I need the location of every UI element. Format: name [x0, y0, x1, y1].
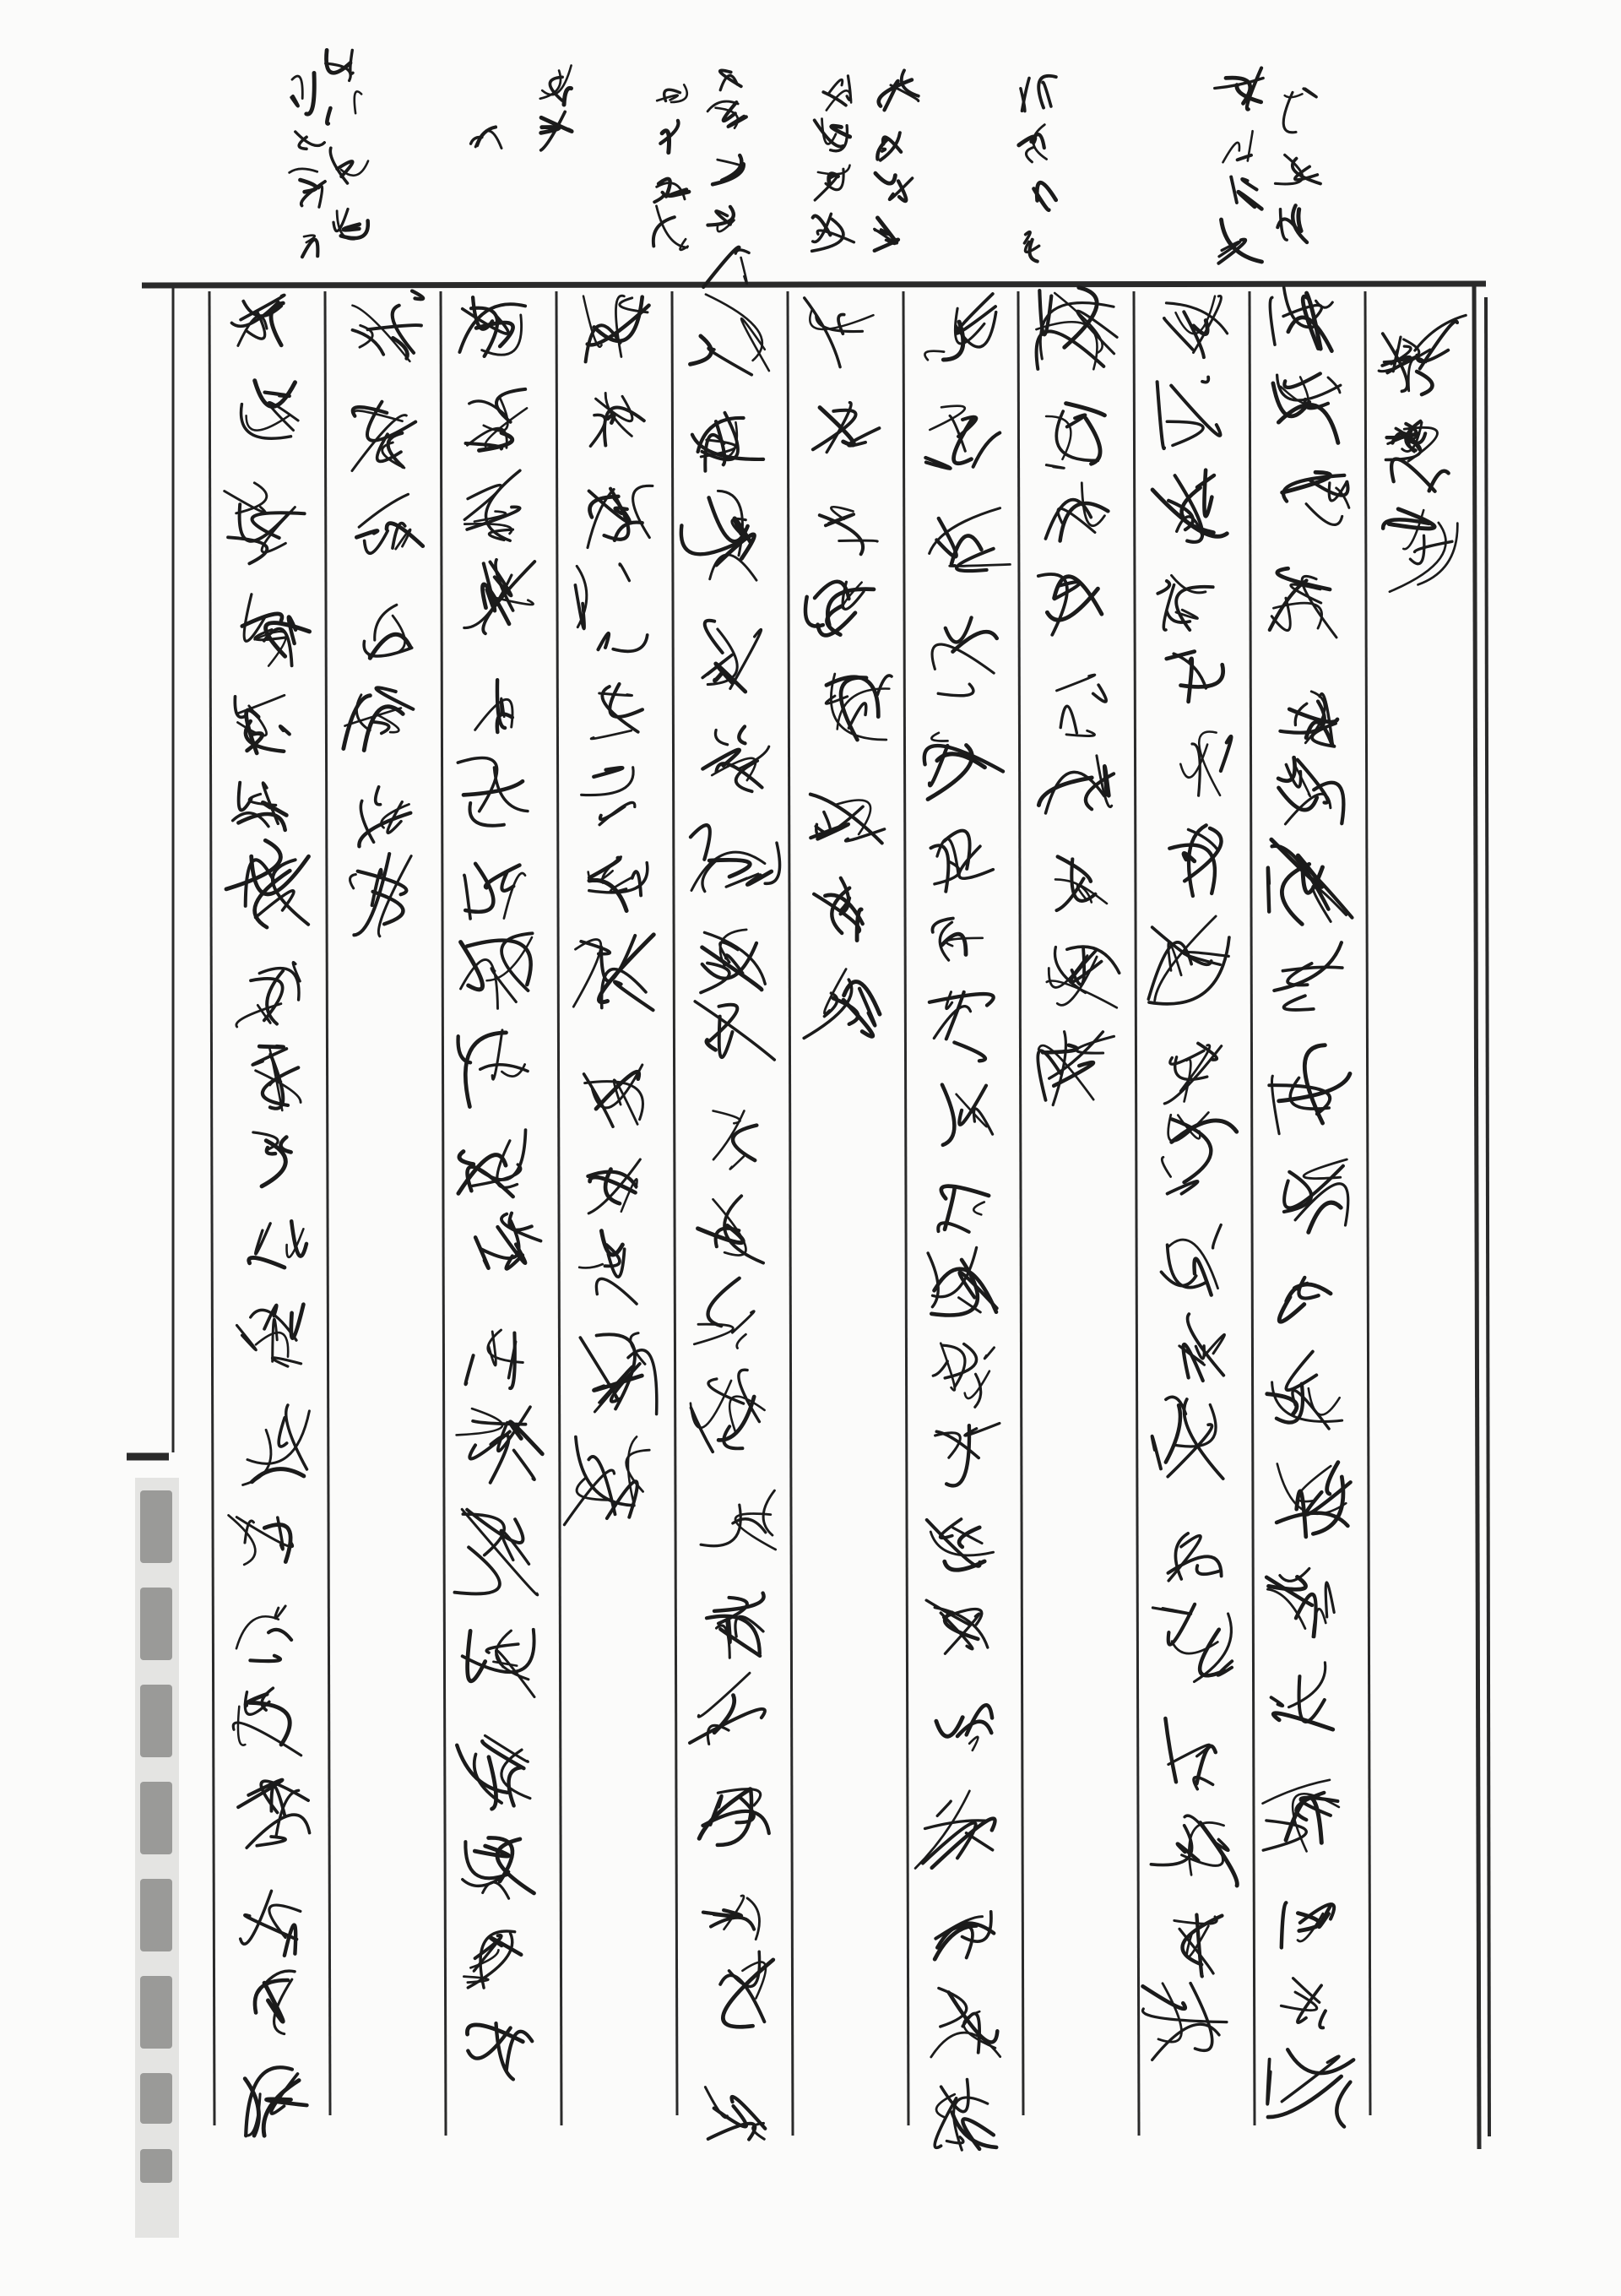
handwriting-stroke — [932, 644, 994, 673]
handwriting-stroke — [264, 1525, 290, 1562]
handwriting-stroke — [259, 1046, 283, 1047]
handwriting-stroke — [937, 1801, 951, 1816]
handwriting-stroke — [1390, 523, 1446, 592]
handwriting-stroke — [1217, 1661, 1232, 1675]
handwriting-stroke — [698, 1673, 750, 1717]
handwriting-stroke — [272, 1358, 301, 1366]
handwriting-stroke — [1199, 732, 1220, 795]
handwriting-stroke — [924, 746, 1003, 771]
handwriting-stroke — [805, 597, 823, 627]
handwriting-stroke — [1104, 766, 1109, 795]
handwriting-stroke — [732, 1311, 754, 1333]
handwriting-stroke — [959, 846, 993, 878]
column-rule — [788, 291, 793, 2136]
handwriting-stroke — [1268, 868, 1269, 912]
handwriting-stroke — [1197, 1566, 1221, 1574]
handwriting-stroke — [1157, 382, 1164, 448]
handwriting-stroke — [718, 160, 743, 167]
handwriting — [225, 50, 1466, 2150]
handwriting-stroke — [615, 982, 653, 1011]
handwriting-stroke — [1429, 471, 1449, 491]
handwriting-stroke — [805, 298, 840, 367]
column-rule — [209, 291, 214, 2125]
handwriting-stroke — [703, 247, 739, 287]
handwriting-stroke — [973, 433, 1000, 467]
handwriting-stroke — [605, 393, 632, 436]
handwriting-stroke — [930, 746, 947, 785]
handwriting-stroke — [741, 258, 747, 284]
handwriting-stroke — [265, 393, 290, 396]
handwriting-stroke — [1066, 730, 1094, 735]
handwriting-stroke — [596, 1278, 637, 1304]
handwriting-stroke — [273, 1319, 278, 1361]
handwriting-stroke — [388, 433, 404, 467]
handwriting-stroke — [670, 190, 690, 196]
handwriting-stroke — [941, 1186, 989, 1199]
handwriting-stroke — [653, 217, 675, 246]
handwriting-stroke — [225, 491, 266, 513]
handwriting-stroke — [942, 934, 967, 954]
handwriting-stroke — [680, 239, 688, 250]
handwriting-stroke — [813, 214, 832, 242]
handwriting-stroke — [1057, 878, 1084, 910]
handwriting-stroke — [237, 1326, 257, 1350]
handwriting-stroke — [250, 1656, 280, 1661]
handwriting-stroke — [925, 458, 950, 469]
handwriting-stroke — [1270, 297, 1275, 345]
handwriting-stroke — [1093, 685, 1107, 702]
handwriting-stroke — [564, 88, 572, 105]
handwriting-stroke — [1288, 2049, 1353, 2073]
handwriting-stroke — [1086, 418, 1100, 464]
handwriting-stroke — [610, 684, 642, 717]
handwriting-stroke — [945, 1561, 984, 1570]
handwriting-stroke — [1273, 1713, 1332, 1729]
handwriting-stroke — [1202, 377, 1208, 383]
handwriting-stroke — [541, 127, 559, 133]
handwriting-stroke — [848, 703, 865, 728]
handwriting-stroke — [469, 803, 503, 826]
handwriting-stroke — [710, 1005, 738, 1041]
handwriting-stroke — [946, 992, 952, 1009]
handwriting-stroke — [1415, 315, 1466, 350]
handwriting-stroke — [984, 1348, 994, 1359]
handwriting-stroke — [468, 1631, 485, 1680]
handwriting-stroke — [1268, 2076, 1342, 2117]
column-rule — [1134, 291, 1139, 2136]
handwriting-stroke — [367, 402, 415, 441]
handwriting-stroke — [306, 73, 314, 114]
handwriting-stroke — [458, 757, 496, 811]
handwriting-stroke — [271, 2074, 297, 2114]
handwriting-stroke — [1213, 1225, 1222, 1248]
handwriting-stroke — [715, 674, 722, 681]
handwriting-stroke — [694, 1324, 733, 1344]
handwriting-stroke — [1058, 857, 1091, 882]
handwriting-stroke — [710, 555, 756, 580]
column-rule — [1250, 291, 1255, 2125]
handwriting-stroke — [691, 1408, 713, 1452]
handwriting-stroke — [1171, 386, 1220, 436]
handwriting-stroke — [1152, 1436, 1161, 1469]
handwriting-stroke — [249, 1702, 290, 1745]
handwriting-stroke — [504, 873, 525, 919]
handwriting-stroke — [238, 1707, 245, 1745]
handwriting-stroke — [477, 128, 496, 146]
handwriting-stroke — [739, 726, 745, 743]
handwriting-stroke — [302, 240, 317, 258]
handwriting-stroke — [299, 137, 306, 149]
handwriting-stroke — [804, 980, 851, 1038]
handwriting-stroke — [924, 351, 944, 361]
handwriting-stroke — [657, 95, 678, 101]
handwriting-stroke — [249, 1257, 285, 1267]
handwriting-stroke — [763, 1490, 774, 1535]
handwriting-stroke — [714, 1593, 764, 1611]
handwriting-stroke — [1167, 421, 1203, 445]
handwriting-stroke — [579, 1264, 603, 1267]
handwriting-stroke — [355, 91, 361, 113]
handwriting-stroke — [1149, 937, 1229, 1004]
handwriting-stroke — [368, 325, 421, 329]
handwriting-stroke — [501, 1214, 541, 1241]
handwriting-stroke — [486, 1644, 518, 1653]
handwriting-stroke — [715, 730, 727, 745]
handwriting-stroke — [481, 1221, 518, 1258]
handwriting-stroke — [599, 633, 610, 649]
handwriting-stroke — [583, 296, 602, 347]
handwriting-stroke — [496, 389, 525, 422]
handwriting-stroke — [1284, 996, 1314, 1010]
handwriting-stroke — [713, 1111, 740, 1124]
handwriting-stroke — [735, 250, 749, 253]
handwriting-stroke — [730, 1156, 744, 1169]
handwriting-stroke — [509, 1767, 522, 1805]
handwriting-stroke — [1417, 372, 1432, 394]
handwriting-stroke — [344, 225, 360, 231]
handwriting-stroke — [1037, 331, 1104, 368]
column-rule — [1018, 291, 1023, 2115]
handwriting-stroke — [691, 825, 710, 860]
handwriting-stroke — [1282, 2056, 1339, 2102]
handwriting-stroke — [285, 1925, 295, 1956]
handwriting-stroke — [620, 564, 629, 581]
handwriting-stroke — [301, 180, 317, 192]
handwriting-stroke — [356, 530, 377, 537]
handwriting-stroke — [497, 1839, 534, 1893]
handwriting-stroke — [826, 696, 847, 703]
handwriting-stroke — [1282, 967, 1342, 970]
handwriting-stroke — [1060, 706, 1076, 733]
handwriting-stroke — [229, 1515, 256, 1565]
handwriting-stroke — [632, 871, 641, 895]
column-rule — [556, 291, 561, 2125]
handwriting-stroke — [1190, 1984, 1212, 2051]
handwriting-stroke — [412, 291, 423, 300]
handwriting-stroke — [701, 1505, 740, 1546]
handwriting-stroke — [931, 2033, 1000, 2057]
handwriting-stroke — [514, 1451, 534, 1480]
handwriting-stroke — [464, 1977, 488, 1983]
handwriting-stroke — [373, 722, 389, 734]
handwriting-stroke — [654, 193, 664, 202]
handwriting-stroke — [350, 875, 355, 888]
handwriting-stroke — [268, 1630, 291, 1640]
handwriting-stroke — [274, 1979, 292, 2034]
handwriting-stroke — [1238, 155, 1251, 160]
handwriting-stroke — [594, 768, 622, 777]
handwriting-stroke — [599, 802, 635, 824]
handwriting-stroke — [765, 843, 779, 883]
handwriting-stroke — [1289, 1663, 1326, 1707]
handwriting-stroke — [318, 186, 322, 207]
handwriting-stroke — [573, 939, 600, 1007]
handwriting-stroke — [327, 108, 330, 123]
handwriting-stroke — [946, 2137, 963, 2143]
handwriting-stroke — [290, 169, 317, 172]
handwriting-stroke — [491, 562, 512, 596]
handwriting-stroke — [613, 635, 648, 651]
handwriting-stroke — [465, 1355, 473, 1384]
handwriting-stroke — [942, 1085, 954, 1145]
handwriting-stroke — [1239, 192, 1262, 209]
handwriting-stroke — [1306, 504, 1342, 525]
handwriting-stroke — [489, 1757, 496, 1810]
handwriting-stroke — [1271, 1697, 1283, 1706]
handwriting-stroke — [1242, 179, 1256, 189]
handwriting-stroke — [1280, 1568, 1309, 1581]
handwriting-stroke — [1152, 1608, 1190, 1614]
handwriting-stroke — [239, 783, 252, 811]
handwriting-stroke — [494, 768, 528, 811]
handwriting-stroke — [237, 695, 285, 714]
handwriting-stroke — [939, 1988, 967, 2027]
handwriting-stroke — [1046, 465, 1064, 469]
handwriting-stroke — [727, 1620, 729, 1642]
handwriting-stroke — [973, 1202, 984, 1215]
handwriting-stroke — [280, 726, 290, 734]
handwriting-stroke — [464, 486, 501, 520]
handwriting-stroke — [1057, 675, 1095, 691]
handwriting-stroke — [711, 1918, 754, 1930]
handwriting-stroke — [455, 1547, 500, 1593]
handwriting-stroke — [957, 549, 994, 571]
handwriting-stroke — [882, 149, 886, 151]
handwriting-stroke — [1165, 1718, 1176, 1782]
handwriting-stroke — [291, 1305, 304, 1338]
handwriting-stroke — [931, 733, 947, 741]
handwriting-stroke — [1298, 1985, 1321, 2022]
handwriting-stroke — [1336, 2082, 1350, 2127]
handwriting-stroke — [1038, 778, 1092, 806]
handwriting-stroke — [933, 1361, 947, 1376]
handwriting-stroke — [1320, 2011, 1326, 2027]
handwriting-stroke — [1162, 1157, 1170, 1176]
handwriting-stroke — [1043, 82, 1051, 106]
handwriting-stroke — [1391, 459, 1434, 491]
handwriting-stroke — [1157, 581, 1169, 594]
handwriting-stroke — [1180, 1045, 1210, 1092]
handwriting-stroke — [633, 486, 653, 537]
handwriting-stroke — [600, 806, 625, 819]
handwriting-stroke — [510, 1422, 542, 1454]
handwriting-stroke — [1309, 1202, 1341, 1232]
handwriting-stroke — [236, 1616, 279, 1648]
handwriting-stroke — [1166, 1405, 1180, 1462]
handwriting-stroke — [938, 1223, 968, 1232]
handwriting-stroke — [1046, 772, 1104, 813]
column-rule — [903, 291, 908, 2125]
handwriting-stroke — [705, 2087, 727, 2118]
handwriting-stroke — [1221, 736, 1232, 771]
column-rule — [325, 291, 330, 2115]
handwriting-stroke — [591, 730, 632, 739]
handwriting-stroke — [930, 406, 964, 430]
handwriting-stroke — [708, 1278, 740, 1327]
handwriting-stroke — [1298, 209, 1301, 231]
handwriting-stroke — [708, 348, 751, 375]
handwriting-stroke — [928, 1253, 938, 1307]
column-rule — [1365, 291, 1370, 2115]
handwriting-stroke — [1196, 1746, 1215, 1784]
column-rule — [441, 291, 446, 2136]
handwriting-stroke — [1143, 1986, 1185, 2009]
handwriting-stroke — [280, 1137, 290, 1153]
handwriting-stroke — [733, 1126, 756, 1161]
handwriting-stroke — [876, 173, 896, 183]
handwriting-stroke — [1285, 94, 1303, 97]
handwriting-stroke — [459, 1152, 474, 1164]
handwriting-stroke — [945, 1344, 976, 1378]
handwriting-stroke — [1271, 598, 1290, 630]
handwriting-stroke — [1309, 1388, 1340, 1414]
handwriting-stroke — [1142, 2009, 1227, 2022]
handwriting-stroke — [1067, 415, 1086, 426]
handwriting-stroke — [257, 1837, 285, 1846]
handwriting-stroke — [954, 1043, 985, 1061]
handwriting-stroke — [1281, 209, 1288, 240]
handwriting-stroke — [1151, 1826, 1191, 1865]
handwriting-stroke — [1279, 1297, 1304, 1322]
ruled-frame — [142, 284, 1489, 2149]
handwriting-stroke — [1326, 1582, 1334, 1617]
handwriting-stroke — [493, 1662, 517, 1666]
handwriting-stroke — [474, 512, 506, 522]
handwriting-stroke — [747, 1898, 760, 1940]
handwriting-stroke — [828, 79, 843, 94]
handwriting-stroke — [1298, 1278, 1318, 1299]
handwriting-stroke — [1205, 1334, 1225, 1355]
handwriting-stroke — [974, 1109, 993, 1134]
column-rule — [672, 291, 677, 2115]
handwriting-stroke — [1231, 177, 1237, 204]
handwriting-stroke — [286, 1405, 307, 1469]
handwriting-stroke — [247, 415, 290, 430]
handwriting-stroke — [877, 676, 892, 695]
binding-strip — [127, 1457, 179, 2238]
handwriting-stroke — [839, 540, 877, 541]
handwriting-stroke — [256, 1224, 271, 1254]
handwriting-stroke — [957, 1722, 991, 1736]
handwriting-stroke — [1026, 147, 1033, 162]
handwriting-stroke — [396, 529, 410, 549]
handwriting-stroke — [737, 1334, 746, 1348]
handwriting-stroke — [938, 684, 973, 696]
handwriting-stroke — [252, 1469, 304, 1482]
handwriting-stroke — [1304, 89, 1316, 97]
handwriting-stroke — [695, 1001, 774, 1060]
handwriting-stroke — [1175, 1533, 1188, 1579]
handwriting-stroke — [291, 96, 298, 106]
handwriting-stroke — [1282, 1902, 1287, 1947]
handwriting-stroke — [376, 787, 381, 805]
handwriting-stroke — [967, 1833, 993, 1850]
handwriting-stroke — [657, 206, 687, 247]
handwriting-stroke — [1278, 404, 1338, 442]
handwriting-stroke — [705, 621, 723, 653]
handwriting-stroke — [1172, 1119, 1211, 1182]
handwriting-stroke — [608, 415, 614, 422]
handwriting-stroke — [275, 1606, 285, 1619]
handwriting-stroke — [959, 1086, 986, 1125]
handwriting-stroke — [930, 508, 1000, 554]
handwriting-stroke — [1283, 92, 1296, 133]
handwriting-stroke — [461, 959, 498, 1008]
handwriting-stroke — [1267, 2060, 1271, 2104]
handwriting-stroke — [969, 1737, 978, 1750]
handwriting-stroke — [631, 1333, 645, 1365]
